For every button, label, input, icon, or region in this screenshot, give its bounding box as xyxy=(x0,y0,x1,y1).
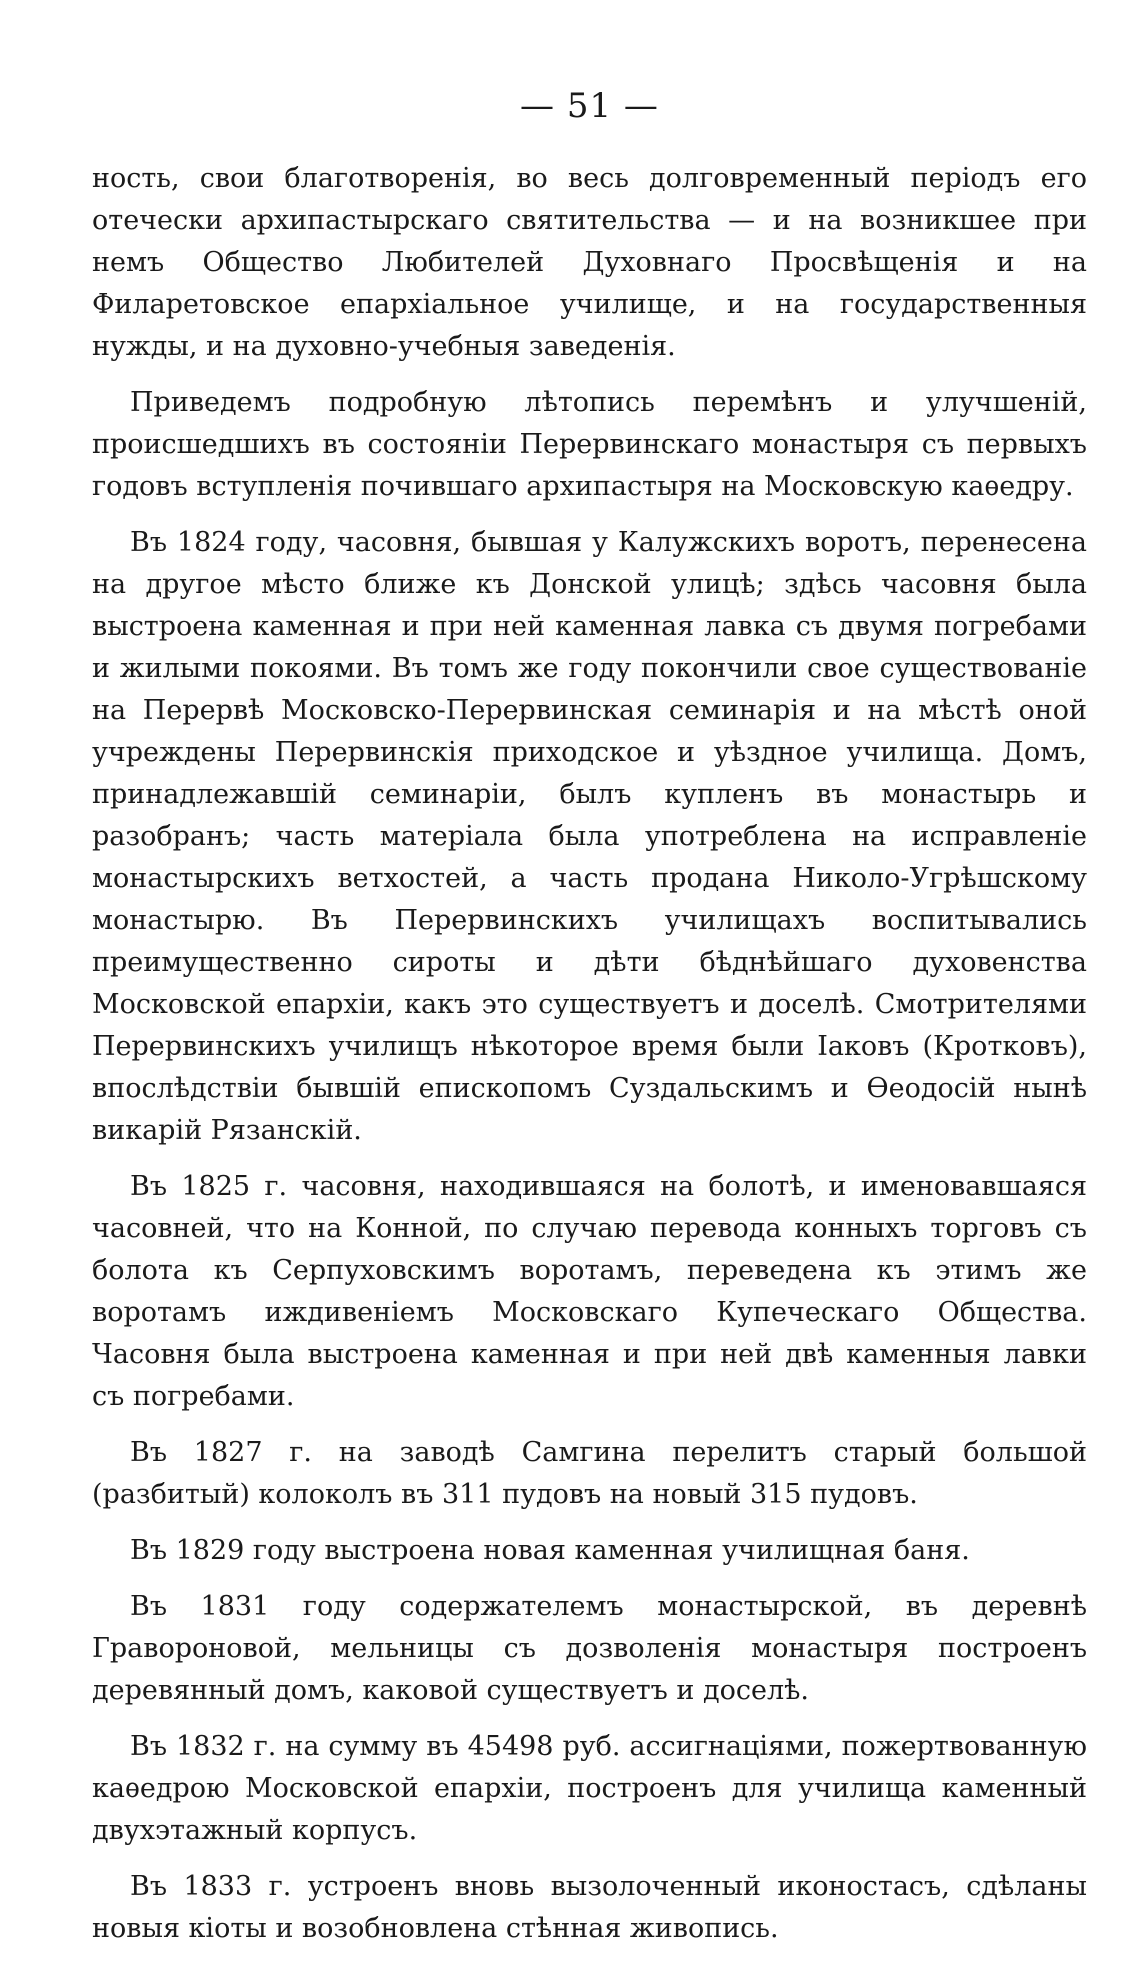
paragraph-1827: Въ 1827 г. на заводѣ Самгина перелитъ старый большой (разбитый) колоколъ въ 311 пудовъ на новый 315 пудовъ. xyxy=(92,1437,1087,1510)
paragraph-chronicle-intro: Приведемъ подробную лѣтопись перемѣнъ и улучшеній, происшедшихъ въ состояніи Перервинскаго монастыря съ первыхъ годовъ вступленія почившаго архипастыря на Московскую каѳедру. xyxy=(92,387,1087,502)
paragraph-1831: Въ 1831 году содержателемъ монастырской, въ деревнѣ Гравороновой, мельницы съ дозволенія монастыря построенъ деревянный домъ, каковой существуетъ и доселѣ. xyxy=(92,1591,1087,1706)
paragraph-1829: Въ 1829 году выстроена новая каменная училищная баня. xyxy=(130,1535,970,1566)
paragraph-1833: Въ 1833 г. устроенъ вновь вызолоченный иконостасъ, сдѣланы новыя кіоты и возобновлена стѣнная живопись. xyxy=(92,1871,1087,1944)
paragraph-1832: Въ 1832 г. на сумму въ 45498 руб. ассигнаціями, пожертвованную каѳедрою Московской епархіи, построенъ для училища каменный двухэтажный корпусъ. xyxy=(92,1731,1087,1846)
paragraph-continuation: ность, свои благотворенія, во весь долговременный періодъ его отечески архипастырскаго святительства — и на возникшее при немъ Общество Любителей Духовнаго Просвѣщенія и на Филаретовское епархіальное училище, и на государственныя нужды, и на духовно-учебныя заведенія. xyxy=(92,163,1087,362)
page-number: — 51 — xyxy=(520,86,659,126)
paragraph-1824: Въ 1824 году, часовня, бывшая у Калужскихъ воротъ, перенесена на другое мѣсто ближе къ Донской улицѣ; здѣсь часовня была выстроена каменная и при ней каменная лавка съ двумя погребами и жилыми покоями. Въ томъ же году покончили свое существованіе на Перервѣ Московско-Перервинская семинарія и на мѣстѣ оной учреждены Перервинскія приходское и уѣздное училища. Домъ, принадлежавшій семинаріи, былъ купленъ въ монастырь и разобранъ; часть матеріала была употреблена на исправленіе монастырскихъ ветхостей, а часть продана Николо-Угрѣшскому монастырю. Въ Перервинскихъ училищахъ воспитывались преимущественно сироты и дѣти бѣднѣйшаго духовенства Московской епархіи, какъ это существуетъ и доселѣ. Смотрителями Перервинскихъ училищъ нѣкоторое время были Іаковъ (Кротковъ), впослѣдствіи бывшій епископомъ Суздальскимъ и Ѳеодосій нынѣ викарій Рязанскій. xyxy=(92,527,1087,1146)
paragraph-1825: Въ 1825 г. часовня, находившаяся на болотѣ, и именовавшаяся часовней, что на Конной, по случаю перевода конныхъ торговъ съ болота къ Серпуховскимъ воротамъ, переведена къ этимъ же воротамъ иждивеніемъ Московскаго Купеческаго Общества. Часовня была выстроена каменная и при ней двѣ каменныя лавки съ погребами. xyxy=(92,1171,1087,1412)
book-page xyxy=(92,78,1087,1964)
